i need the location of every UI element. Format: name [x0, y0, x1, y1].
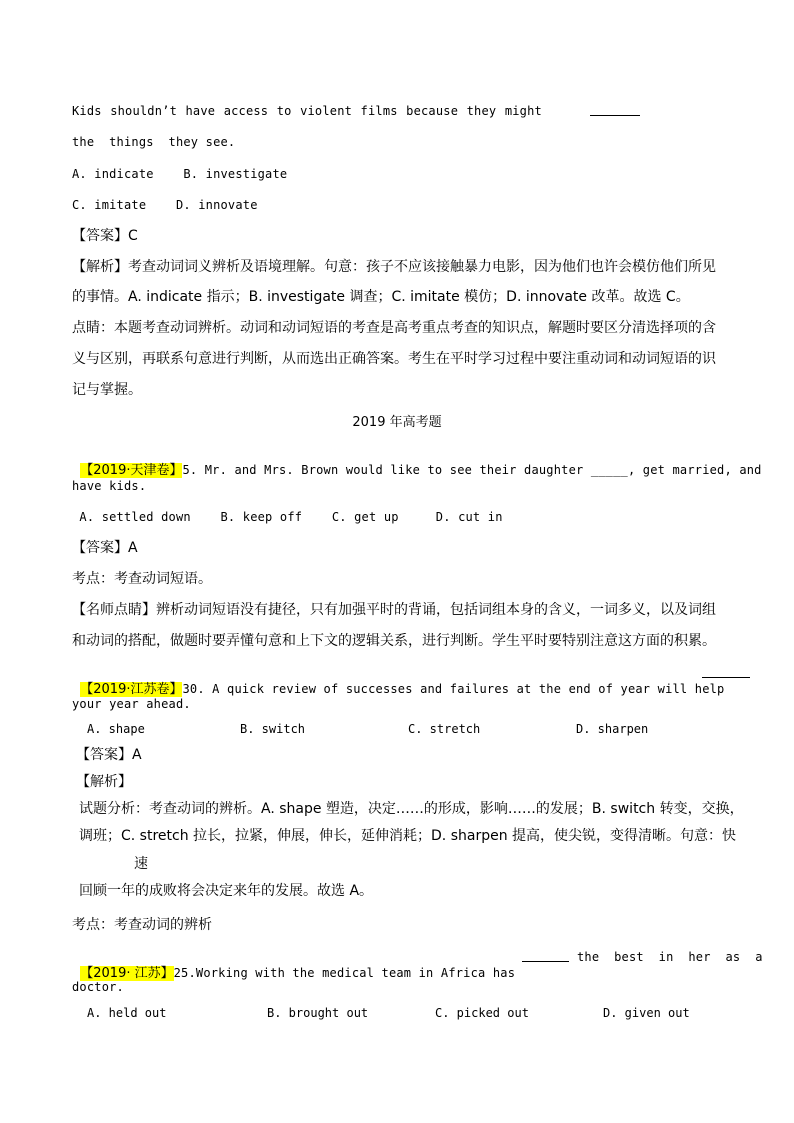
q2-stem-line1 — [72, 446, 762, 479]
q2-tip-line1: 【名师点睛】辨析动词短语没有捷径，只有加强平时的背诵，包括词组本身的含义，一词多义，以及词组 — [72, 602, 716, 618]
word: shouldn’t — [110, 104, 178, 118]
word: they — [466, 104, 497, 118]
q1-stem-line1 — [72, 103, 542, 119]
q3-analysis-line1: 试题分析：考查动词的辨析。A. shape 塑造，决定……的形成，影响……的发展；B. switch 转变，交换， — [79, 801, 744, 817]
q3-point: 考点：考查动词的辨析 — [72, 917, 212, 933]
q3-analysis-line2: 调班；C. stretch 拉长，拉紧，伸展，伸长，延伸消耗；D. sharpen 提高，使尖锐，变得清晰。句意：快 — [79, 828, 737, 844]
word: films — [360, 104, 398, 118]
source-tag: 【2019· 江苏】 — [80, 966, 174, 981]
option: B. brought out — [267, 1006, 369, 1020]
q3-analysis-line3: 速 — [134, 856, 148, 872]
word: might — [504, 104, 542, 118]
answer-blank — [590, 103, 640, 116]
q3-stem-text: 30. A quick review of successes and failures at the end of year will help — [182, 682, 725, 696]
option: A. shape — [87, 722, 145, 736]
q1-tip-line3: 记与掌握。 — [72, 382, 142, 398]
q1-answer: 【答案】C — [72, 228, 138, 244]
source-tag: 【2019·江苏卷】 — [80, 682, 183, 697]
option: D. given out — [603, 1006, 690, 1020]
word: access — [223, 104, 269, 118]
option: C. picked out — [435, 1006, 529, 1020]
q2-point: 考点：考查动词短语。 — [72, 571, 212, 587]
q2-stem-line2: have kids. — [72, 479, 147, 493]
q4-stem-text: 25.Working with the medical team in Africa has — [173, 966, 516, 980]
answer-blank — [522, 949, 569, 962]
option: A. held out — [87, 1006, 167, 1020]
option: D. sharpen — [576, 722, 649, 736]
q1-options-line1: A. indicate B. investigate — [72, 167, 288, 181]
word: Kids — [72, 104, 102, 118]
q2-tip-line2: 和动词的搭配，做题时要弄懂句意和上下文的逻辑关系，进行判断。学生平时要特别注意这方面的积累。 — [72, 633, 716, 649]
q1-stem-line2: the things they see. — [72, 135, 236, 149]
option: B. switch — [240, 722, 306, 736]
q1-analysis-line1: 【解析】考查动词词义辨析及语境理解。句意：孩子不应该接触暴力电影，因为他们也许会模仿他们所见 — [72, 259, 716, 275]
q4-options — [0, 1005, 794, 1021]
q2-options: A. settled down B. keep off C. get up D. cut in — [72, 510, 503, 524]
q1-analysis-line2: 的事情。A. indicate 指示；B. investigate 调查；C. imitate 模仿；D. innovate 改革。故选 C。 — [72, 289, 690, 305]
q2-stem-text: 5. Mr. and Mrs. Brown would like to see their daughter _____, get married, and — [182, 463, 762, 477]
section-title: 2019 年高考题 — [352, 415, 442, 430]
word: to — [276, 104, 292, 118]
word: have — [185, 104, 216, 118]
answer-blank — [702, 665, 750, 678]
q4-stem-tail: the best in her as a — [577, 950, 763, 964]
q3-answer: 【答案】A — [76, 747, 142, 763]
q2-answer: 【答案】A — [72, 540, 138, 556]
option: C. stretch — [408, 722, 481, 736]
q1-options-line2: C. imitate D. innovate — [72, 198, 258, 212]
q4-stem-line1 — [72, 949, 515, 982]
q3-analysis-line4: 回顾一年的成败将会决定来年的发展。故选 A。 — [79, 883, 374, 899]
word: because — [406, 104, 459, 118]
q1-tip-line1: 点睛：本题考查动词辨析。动词和动词短语的考查是高考重点考查的知识点，解题时要区分清选择项的含 — [72, 320, 716, 336]
q3-options — [0, 721, 794, 737]
source-tag: 【2019·天津卷】 — [80, 463, 183, 478]
q1-tip-line2: 义与区别，再联系句意进行判断，从而选出正确答案。考生在平时学习过程中要注重动词和动词短语的识 — [72, 351, 716, 367]
q3-stem-line2: your year ahead. — [72, 697, 191, 711]
q3-analysis-label: 【解析】 — [76, 774, 132, 790]
q4-stem-line2: doctor. — [72, 980, 124, 994]
word: violent — [300, 104, 353, 118]
q3-stem-line1 — [72, 665, 724, 698]
